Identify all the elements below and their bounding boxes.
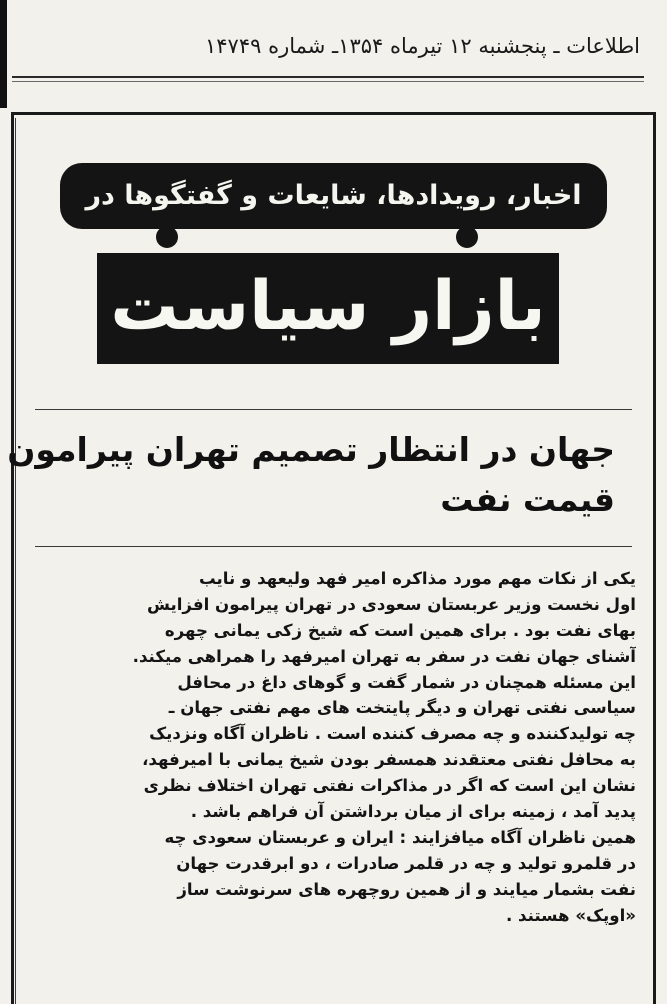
article-line: نشان این است که اگر در مذاکرات نفتی تهران اختلاف نظری bbox=[143, 776, 636, 796]
article-line: نفت بشمار میایند و از همین روچهره های سرنوشت ساز bbox=[177, 879, 636, 899]
column-kicker: اخبار، رویدادها، شایعات و گفتگوها در bbox=[60, 163, 607, 229]
ornament-dot bbox=[156, 226, 178, 248]
headline-rule-bottom bbox=[35, 546, 632, 547]
page-edge-bar bbox=[0, 0, 7, 108]
article-line: در قلمرو تولید و چه در قلمر صادرات ، دو ابرقدرت جهان bbox=[176, 853, 636, 873]
header-rule bbox=[12, 76, 644, 78]
headline-line-1: جهان در انتظار تصمیم تهران پیرامون bbox=[7, 430, 615, 469]
column-title-banner: بازار سیاست bbox=[97, 253, 559, 364]
dateline: اطلاعات ـ پنجشنبه ۱۲ تیرماه ۱۳۵۴ـ شماره ۱۴۷۴۹ bbox=[204, 34, 640, 58]
article-body bbox=[26, 566, 636, 928]
ornament-dot bbox=[456, 226, 478, 248]
article-line: به محافل نفتی معتقدند همسفر بودن شیخ یمانی با امیرفهد، bbox=[142, 750, 636, 770]
article-line: چه تولیدکننده و چه مصرف کننده است . ناظران آگاه ونزدیک bbox=[149, 724, 636, 744]
article-line: همین ناظران آگاه میافزایند : ایران و عربستان سعودی چه bbox=[164, 827, 636, 847]
article-line: این مسئله همچنان در شمار گفت و گوهای داغ در محافل bbox=[177, 672, 636, 692]
article-line: اول نخست وزیر عربستان سعودی در تهران پیرامون افزایش bbox=[147, 594, 636, 614]
headline bbox=[7, 425, 615, 525]
header-rule-thin bbox=[12, 81, 644, 82]
frame-inner-rule bbox=[15, 118, 16, 1004]
headline-rule-top bbox=[35, 409, 632, 410]
article-line: آشنای جهان نفت در سفر به تهران امیرفهد را همراهی میکند. bbox=[132, 646, 636, 666]
article-line: سیاسی نفتی تهران و دیگر پایتخت های مهم نفتی جهان ـ bbox=[168, 698, 636, 718]
headline-line-2: قیمت نفت bbox=[440, 480, 615, 519]
article-line: پدید آمد ، زمینه برای از میان برداشتن آن فراهم باشد . bbox=[190, 802, 636, 822]
article-line: یکی از نکات مهم مورد مذاکره امیر فهد ولیعهد و نایب bbox=[198, 569, 636, 588]
article-line: بهای نفت بود . برای همین است که شیخ زکی یمانی چهره bbox=[164, 620, 636, 640]
article-line: «اوپک» هستند . bbox=[505, 905, 636, 925]
